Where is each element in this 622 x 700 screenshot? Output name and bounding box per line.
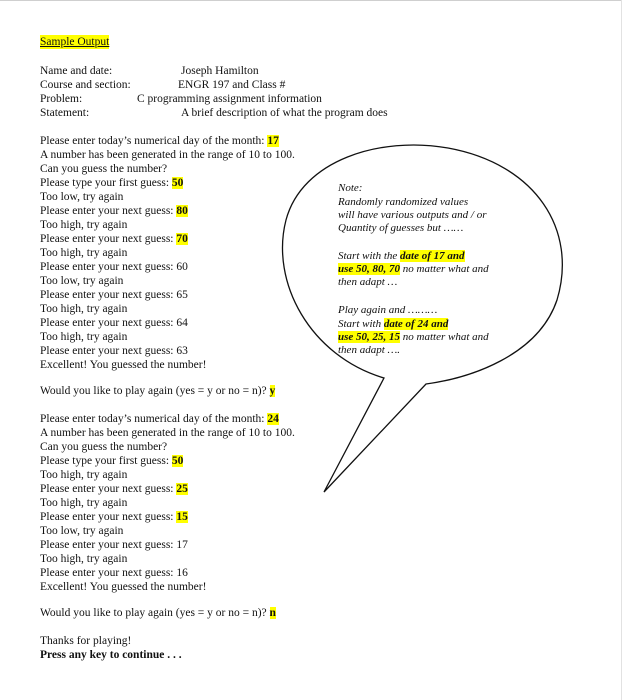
s2-guess-5-line: Please enter your next guess: 16 (40, 567, 188, 579)
s2-day-value: 24 (267, 413, 279, 425)
s1-guess-2-value: 80 (176, 205, 188, 217)
s1-guess-3-line: Please enter your next guess: 70 (40, 233, 188, 245)
note-line-2: will have various outputs and / or (338, 209, 487, 221)
note-p2-line-1: Start with the date of 17 and (338, 250, 465, 262)
s2-play-again-line: Would you like to play again (yes = y or no = n)? n (40, 607, 276, 619)
s1-play-again-value: y (269, 385, 276, 397)
s2-day-line: Please enter today’s numerical day of the month: 24 (40, 413, 279, 425)
thanks-line: Thanks for playing! (40, 635, 132, 647)
s1-generated: A number has been generated in the range of 10 to 100. (40, 149, 295, 161)
s1-guess-7-value: 63 (176, 345, 188, 357)
s1-guess-3-value: 70 (176, 233, 188, 245)
s2-guess-3-line: Please enter your next guess: 15 (40, 511, 188, 523)
document-title: Sample Output (40, 36, 110, 48)
note-p3-line-3: use 50, 25, 15 no matter what and (338, 331, 489, 343)
s1-can-you-guess: Can you guess the number? (40, 163, 168, 175)
header-value-statement: A brief description of what the program does (181, 107, 388, 119)
s2-guess-4-value: 17 (176, 539, 188, 551)
note-p2-highlight-1: date of 17 and (400, 250, 465, 262)
s1-guess-7-line: Please enter your next guess: 63 (40, 345, 188, 357)
s1-guess-2-line: Please enter your next guess: 80 (40, 205, 188, 217)
s2-play-again-value: n (269, 607, 276, 619)
note-line-1: Randomly randomized values (338, 196, 469, 208)
note-line-3: Quantity of guesses but …… (338, 222, 464, 234)
note-p3-line-4: then adapt …. (338, 344, 401, 356)
s1-guess-5-value: 65 (176, 289, 188, 301)
note-p2-line-2: use 50, 80, 70 no matter what and (338, 263, 489, 275)
s2-guess-3-value: 15 (176, 511, 188, 523)
header-label-name: Name and date: (40, 65, 113, 77)
s1-guess-4-line: Please enter your next guess: 60 (40, 261, 188, 273)
s2-guess-2-line: Please enter your next guess: 25 (40, 483, 188, 495)
s1-guess-6-line: Please enter your next guess: 64 (40, 317, 188, 329)
s2-guess-4-line: Please enter your next guess: 17 (40, 539, 188, 551)
header-label-course: Course and section: (40, 79, 131, 91)
s2-guess-5-value: 16 (176, 567, 188, 579)
note-p3-highlight-2: use 50, 25, 15 (338, 331, 401, 343)
note-p2-highlight-2: use 50, 80, 70 (338, 263, 401, 275)
s2-first-guess-line: Please type your first guess: 50 (40, 455, 184, 467)
s1-response-2: Too high, try again (40, 219, 128, 231)
s1-response-3: Too high, try again (40, 247, 128, 259)
s1-success: Excellent! You guessed the number! (40, 359, 207, 371)
s1-response-5: Too high, try again (40, 303, 128, 315)
s2-response-1: Too high, try again (40, 469, 128, 481)
s1-response-1: Too low, try again (40, 191, 124, 203)
s2-generated: A number has been generated in the range of 10 to 100. (40, 427, 295, 439)
note-p3-line-1: Play again and ……… (338, 304, 438, 316)
note-heading: Note: (338, 182, 363, 194)
s1-first-guess-line: Please type your first guess: 50 (40, 177, 184, 189)
s1-play-again-line: Would you like to play again (yes = y or no = n)? y (40, 385, 276, 397)
s2-response-2: Too high, try again (40, 497, 128, 509)
header-value-course: ENGR 197 and Class # (178, 79, 286, 91)
note-p3-highlight-1: date of 24 and (383, 318, 449, 330)
note-p3-line-2: Start with date of 24 and (338, 318, 449, 330)
s2-response-4: Too high, try again (40, 553, 128, 565)
s1-day-line: Please enter today’s numerical day of the month: 17 (40, 135, 279, 147)
s2-first-guess-value: 50 (171, 455, 184, 467)
header-label-statement: Statement: (40, 107, 90, 119)
note-p2-line-3: then adapt … (338, 276, 398, 288)
s1-first-guess-value: 50 (171, 177, 184, 189)
press-key-line: Press any key to continue . . . (40, 649, 182, 661)
s1-response-6: Too high, try again (40, 331, 128, 343)
header-value-name: Joseph Hamilton (181, 65, 259, 77)
s2-success: Excellent! You guessed the number! (40, 581, 207, 593)
s2-response-3: Too low, try again (40, 525, 124, 537)
s1-guess-6-value: 64 (176, 317, 188, 329)
s1-day-value: 17 (267, 135, 279, 147)
s2-can-you-guess: Can you guess the number? (40, 441, 168, 453)
s2-guess-2-value: 25 (176, 483, 188, 495)
s1-response-4: Too low, try again (40, 275, 124, 287)
s1-guess-4-value: 60 (176, 261, 188, 273)
header-value-problem: C programming assignment information (137, 93, 322, 105)
s1-guess-5-line: Please enter your next guess: 65 (40, 289, 188, 301)
header-label-problem: Problem: (40, 93, 83, 105)
